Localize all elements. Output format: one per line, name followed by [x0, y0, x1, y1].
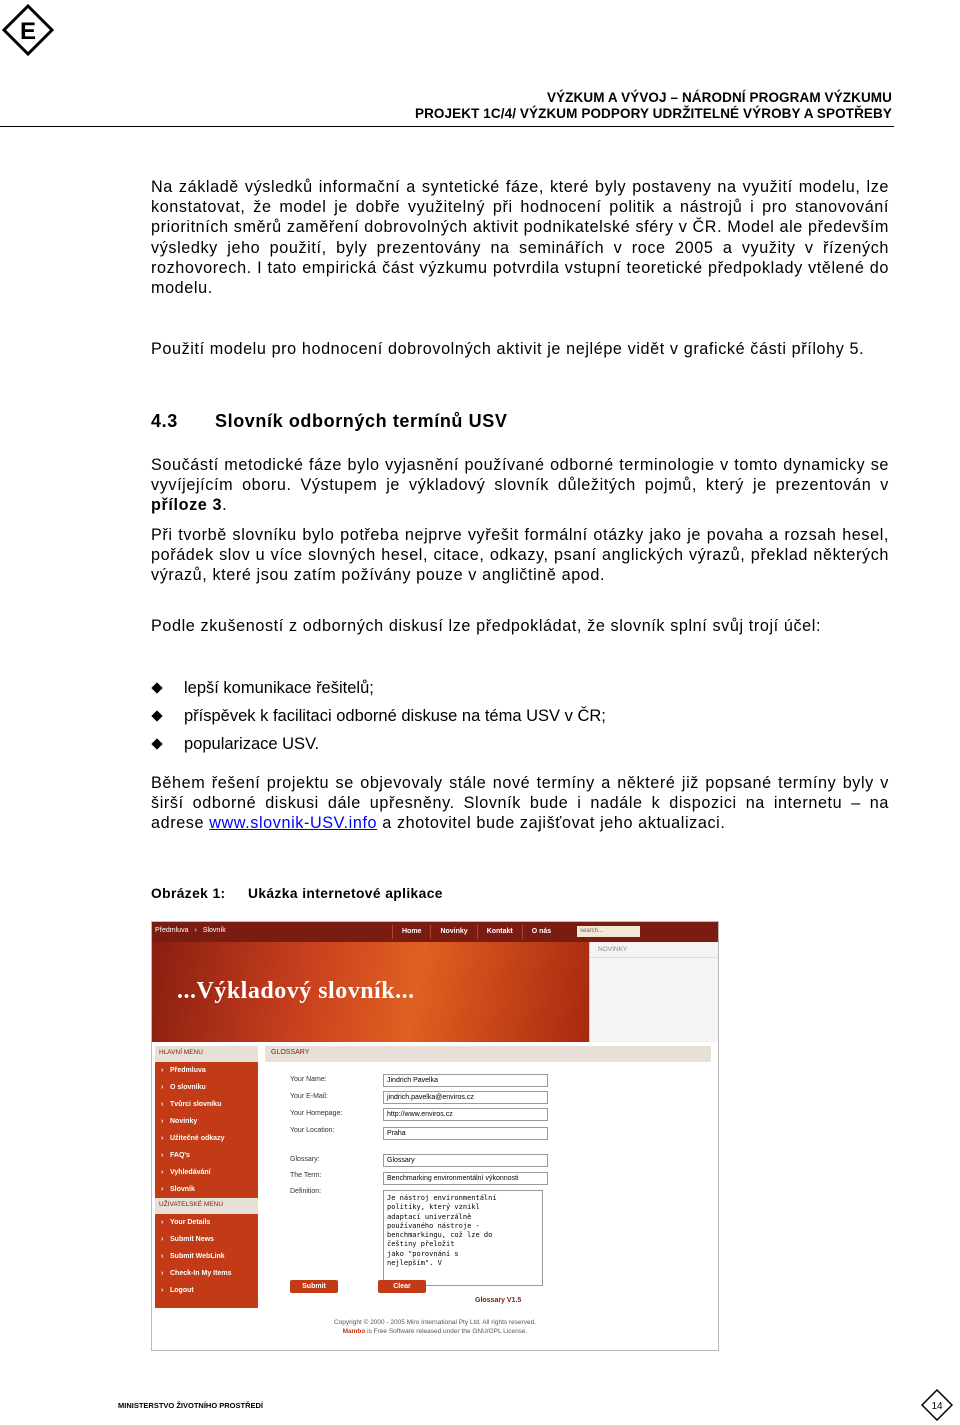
user-menu-item[interactable]: › Submit WebLink	[155, 1248, 258, 1265]
user-menu-item[interactable]: › Submit News	[155, 1231, 258, 1248]
caption-label: Obrázek 1:	[151, 886, 226, 901]
field-label: Your E-Mail:	[290, 1093, 328, 1100]
term-input[interactable]: Benchmarking environmentální výkonnosti	[383, 1172, 548, 1185]
sidebar-item[interactable]: › Slovník	[155, 1181, 258, 1198]
copyright: Copyright © 2000 - 2005 Miro International Pty Ltd. All rights reserved. Mambo is Free Software released under the GNU/GPL License.	[333, 1319, 537, 1335]
sidebar-item[interactable]: › FAQ's	[155, 1147, 258, 1164]
paragraph-4: Při tvorbě slovníku bylo potřeba nejprve vyřešit formální otázky jako je povaha a rozsah hesel, pořádek slov u více slovných hesel, citace, odkazy, psaní anglických výrazů, překlad některých výrazů, které jsou zatím požívány pouze v angličtině apod.	[151, 526, 889, 585]
nav-novinky[interactable]: Novinky	[430, 925, 476, 939]
sidebar-item[interactable]: › O slovníku	[155, 1079, 258, 1096]
nav-home[interactable]: Home	[392, 925, 430, 939]
logo-letter: E	[19, 18, 37, 45]
version-label: Glossary V1.5	[475, 1297, 522, 1304]
field-label: The Term:	[290, 1172, 322, 1179]
banner-title: ...Výkladový slovník...	[177, 978, 415, 1004]
bullet-list	[151, 678, 606, 762]
list-item: popularizace USV.	[151, 734, 606, 762]
page-number: 14	[931, 1401, 943, 1412]
list-item: příspěvek k facilitaci odborné diskuse na téma USV v ČR;	[151, 706, 606, 734]
paragraph-1: Na základě výsledků informační a syntetické fáze, které byly postaveny na využití modelu, lze konstatovat, že model je dobře využitelný při hodnocení politik a nástrojů i pro stanovování prioritních směrů zaměření dobrovolných aktivit podnikatelské sféry v ČR. Model ale především výsledky jeho použití, byly prezentovány na seminářích v roce 2005 a využity v řízených rozhovorech. I tato empirická část výzkumu potvrdila vstupní teoretické předpoklady vtělené do modelu.	[151, 178, 889, 298]
user-menu-title: UŽIVATELSKÉ MENU	[155, 1198, 258, 1214]
sidebar-item[interactable]: › Novinky	[155, 1113, 258, 1130]
banner	[152, 942, 589, 1042]
glossary-select[interactable]: Glossary	[383, 1154, 548, 1167]
figure-caption	[151, 886, 443, 901]
caption-text: Ukázka internetové aplikace	[248, 886, 443, 901]
nav-o-nas[interactable]: O nás	[522, 925, 560, 939]
glossary-panel	[265, 1046, 711, 1308]
slovnik-link[interactable]: www.slovnik-USV.info	[209, 814, 378, 833]
sidebar-item[interactable]: › Tvůrci slovníku	[155, 1096, 258, 1113]
paragraph-5: Podle zkušeností z odborných diskusí lze předpokládat, že slovník splní svůj trojí účel:	[151, 617, 822, 635]
clear-button[interactable]: Clear	[378, 1280, 426, 1293]
footer-ministry: MINISTERSTVO ŽIVOTNÍHO PROSTŘEDÍ	[118, 1401, 264, 1410]
search-input[interactable]: search...	[577, 926, 640, 937]
name-input[interactable]: Jindrich Pavelka	[383, 1074, 548, 1087]
homepage-input[interactable]: http://www.enviros.cz	[383, 1108, 548, 1121]
user-menu-item[interactable]: › Your Details	[155, 1214, 258, 1231]
email-input[interactable]: jindrich.pavelka@enviros.cz	[383, 1091, 548, 1104]
top-bar	[152, 922, 718, 942]
nav-kontakt[interactable]: Kontakt	[477, 925, 522, 939]
submit-button[interactable]: Submit	[290, 1280, 338, 1293]
field-label: Definition:	[290, 1188, 322, 1195]
paragraph-3: Součástí metodické fáze bylo vyjasnění používané odborné terminologie v tomto dynamicky se vyvíjejícím oboru. Výstupem je výkladový slovník důležitých pojmů, který je prezentován v příloze 3.	[151, 456, 889, 515]
list-item: lepší komunikace řešitelů;	[151, 678, 606, 706]
paragraph-2: Použití modelu pro hodnocení dobrovolných aktivit je nejlépe vidět v grafické části přílohy 5.	[151, 340, 865, 358]
diamond-bullet-icon	[151, 738, 162, 749]
diamond-bullet-icon	[151, 710, 162, 721]
sidebar-item[interactable]: › Předmluva	[155, 1062, 258, 1079]
diamond-bullet-icon	[151, 682, 162, 693]
user-menu-item[interactable]: › Logout	[155, 1282, 258, 1299]
sidebar-item[interactable]: › Užitečné odkazy	[155, 1130, 258, 1147]
breadcrumb-item[interactable]: Slovník	[202, 927, 226, 934]
field-label: Glossary:	[290, 1156, 320, 1163]
section-number: 4.3	[151, 411, 178, 431]
definition-textarea[interactable]: Je nástroj environmentální politiky, který vznikl adaptací univerzálně používaného nástroje - benchmarkingu, což lze do češtiny přeložit jako "porovnání s nejlepším". V	[383, 1190, 543, 1286]
field-label: Your Homepage:	[290, 1110, 343, 1117]
header-line-2: PROJEKT 1C/4/ VÝZKUM PODPORY UDRŽITELNÉ VÝROBY A SPOTŘEBY	[414, 106, 892, 121]
user-menu-item[interactable]: › Check-In My Items	[155, 1265, 258, 1282]
appendix-ref: příloze 3	[151, 496, 223, 515]
news-title: NOVINKY	[590, 942, 719, 958]
main-menu-title: HLAVNÍ MENU	[155, 1046, 258, 1062]
field-label: Your Name:	[290, 1076, 327, 1083]
header-rule	[0, 126, 894, 127]
section-title: Slovník odborných termínů USV	[215, 411, 508, 431]
sidebar-item[interactable]: › Vyhledávání	[155, 1164, 258, 1181]
header-line-1: VÝZKUM A VÝVOJ – NÁRODNÍ PROGRAM VÝZKUMU	[546, 90, 892, 105]
app-screenshot	[151, 921, 719, 1351]
page-number-badge	[921, 1389, 953, 1421]
location-input[interactable]: Praha	[383, 1127, 548, 1140]
project-logo	[2, 4, 54, 56]
news-box	[589, 942, 719, 1042]
section-heading	[151, 411, 507, 432]
field-label: Your Location:	[290, 1127, 335, 1134]
paragraph-6: Během řešení projektu se objevovaly stále nové termíny a některé již popsané termíny byly v širší odborné diskusi dále upřesněny. Slovník bude i nadále k dispozici na internetu – na adrese www.slovnik-USV.info a zhotovitel bude zajišťovat jeho aktualizaci.	[151, 774, 889, 833]
glossary-title: GLOSSARY	[265, 1046, 711, 1062]
breadcrumb: Předmluva › Slovník	[155, 927, 226, 934]
breadcrumb-item[interactable]: Předmluva	[155, 927, 189, 934]
sidebar	[155, 1046, 258, 1308]
top-nav	[392, 925, 560, 939]
